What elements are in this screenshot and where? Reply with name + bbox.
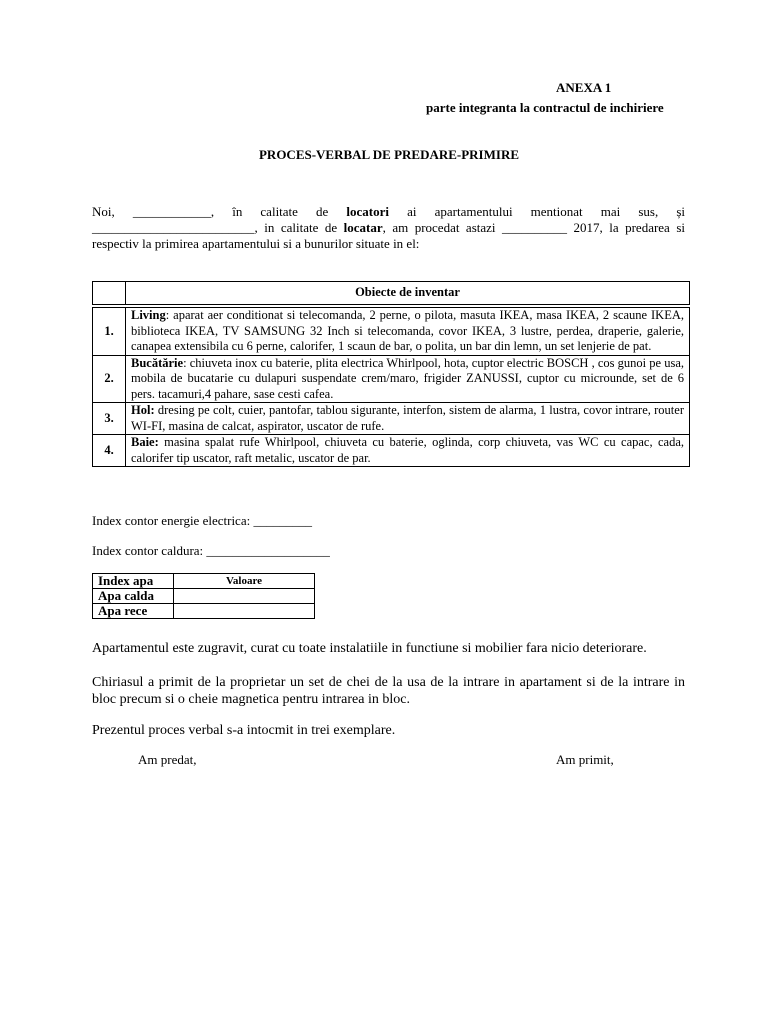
water-header-row: [93, 574, 315, 589]
inventory-row: [93, 435, 690, 467]
row-number: 4.: [93, 435, 126, 467]
inventory-header-num: [93, 282, 126, 307]
document-title: PROCES-VERBAL DE PREDARE-PRIMIRE: [258, 147, 520, 162]
room-items: chiuveta inox cu baterie, plita electrica Whirlpool, hota, cuptor electric BOSCH , cos gunoi pe usa, mobila de bucatarie cu dulapuri suspendate crem/maro, frigider ZANUSSI, cuptor cu microunde, set de 6 pers. tacamuri,4 pahare, sase cesti cafea.: [131, 355, 684, 401]
heating-meter-index: Index contor caldura: ___________________: [92, 543, 330, 558]
intro-text: _________________________, in calitate de: [92, 220, 344, 235]
inventory-header-row: [93, 282, 690, 307]
water-row-hot: [93, 589, 315, 604]
cold-water-value: [174, 604, 315, 619]
row-description: [126, 435, 690, 467]
room-name: Bucătărie: [131, 355, 184, 370]
row-description: [126, 355, 690, 403]
inventory-header: Obiecte de inventar: [126, 282, 690, 307]
signature-handed-over: Am predat,: [138, 752, 197, 767]
inventory-row: [93, 306, 690, 355]
intro-bold-locatori: locatori: [346, 204, 390, 219]
cold-water-label: Apa rece: [93, 604, 174, 619]
row-description: [126, 306, 690, 355]
intro-line-3: respectiv la primirea apartamentului si a bunurilor situate in el:: [92, 236, 420, 251]
room-items: masina spalat rufe Whirlpool, chiuveta cu baterie, oglinda, corp chiuveta, vas WC cu capac, cada, calorifer tip uscator, raft metalic, uscator de par.: [131, 435, 684, 465]
water-col-label: Index apa: [93, 574, 174, 589]
intro-text: Noi, ____________, în calitate de: [92, 204, 347, 219]
signature-received: Am primit,: [556, 752, 614, 767]
annex-title: ANEXA 1: [556, 80, 612, 95]
intro-paragraph: [92, 204, 685, 252]
inventory-row: [93, 355, 690, 403]
room-name: Living: [131, 308, 166, 322]
inventory-row: [93, 403, 690, 435]
row-number: 1.: [93, 306, 126, 355]
inventory-table: [92, 281, 690, 467]
row-description: [126, 403, 690, 435]
intro-line-1: [92, 204, 685, 220]
electric-meter-index: Index contor energie electrica: _________: [92, 513, 312, 528]
intro-bold-locatar: locatar: [343, 220, 383, 235]
copies-paragraph: Prezentul proces verbal s-a intocmit in trei exemplare.: [92, 723, 396, 738]
hot-water-value: [174, 589, 315, 604]
water-col-value: Valoare: [174, 574, 315, 589]
water-row-cold: [93, 604, 315, 619]
room-sep: :: [165, 308, 170, 322]
row-number: 2.: [93, 355, 126, 403]
condition-paragraph: Apartamentul este zugravit, curat cu toate instalatiile in functiune si mobilier fara nicio deteriorare.: [92, 641, 647, 656]
intro-text: , am procedat astazi __________ 2017, la predarea si: [382, 220, 685, 235]
room-name: Hol:: [131, 403, 155, 417]
room-items: aparat aer conditionat si telecomanda, 2 perne, o pilota, masuta IKEA, masa IKEA, 2 scaune IKEA, biblioteca IKEA, TV SAMSUNG 32 Inch si telecomanda, covor IKEA, 3 lustre, perdea, draperie, galerie, canapea extensibila cu 6 perne, calorifer, 1 scaun de bar, o polita, un bar din lemn, un set lenjerie de pat.: [131, 308, 684, 353]
annex-subtitle: parte integranta la contractul de inchiriere: [426, 100, 664, 115]
water-index-table: [92, 573, 315, 619]
keys-paragraph: Chiriasul a primit de la proprietar un set de chei de la usa de la intrare in apartament si de la intrare in bloc precum si o cheie magnetica pentru intrarea in bloc.: [92, 675, 685, 707]
row-number: 3.: [93, 403, 126, 435]
intro-line-2: [92, 220, 685, 236]
room-items: dresing pe colt, cuier, pantofar, tablou sigurante, interfon, sistem de alarma, 1 lustra, covor intrare, router WI-FI, masina de calcat, aspirator, uscator de rufe.: [131, 403, 684, 433]
room-name: Baie:: [131, 435, 159, 449]
room-sep: :: [183, 355, 187, 370]
hot-water-label: Apa calda: [93, 589, 174, 604]
intro-text: ai apartamentului mentionat mai sus, și: [389, 204, 685, 219]
